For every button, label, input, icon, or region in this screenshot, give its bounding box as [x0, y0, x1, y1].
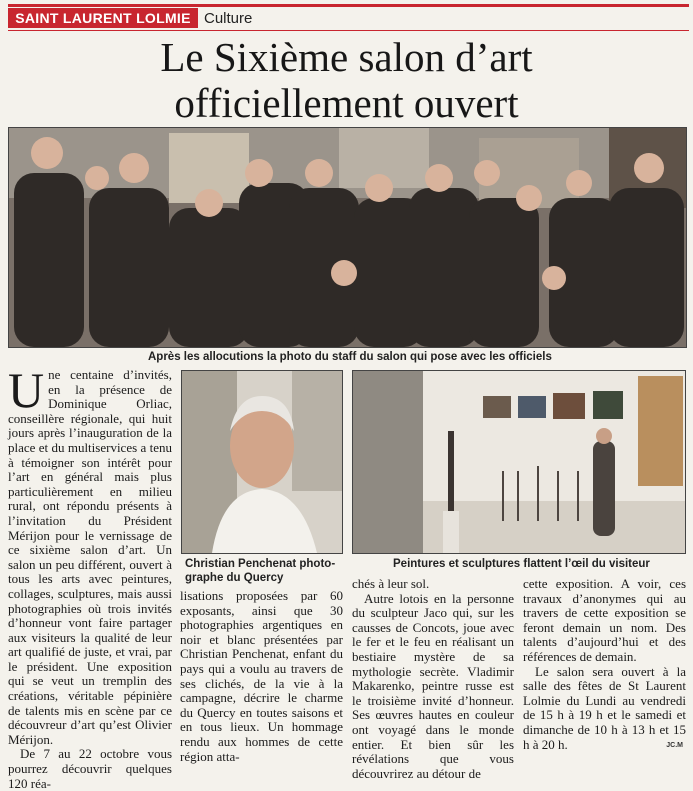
article-paragraph-3: Autre lotois en la personne du sculpteur Jaco qui, sur les causses de Concots, joue avec le fer et le feu en réalisant un bestiaire mystère de sa mythologie secrète. Vladimir Makarenko, peintre russe est le troisième invité d’honneur. Ses œuvres hautes en couleur ont voyagé dans le monde entier. Et bien sûr les révélations que vous découvrirez au détour de	[352, 590, 514, 781]
group-photo	[8, 127, 687, 348]
gallery-photo	[352, 370, 686, 554]
portrait-caption-line-2: graphe du Quercy	[185, 572, 284, 584]
top-accent-rule	[8, 4, 689, 7]
gallery-caption: Peintures et sculptures flattent l’œil du visiteur	[393, 558, 650, 570]
portrait-caption	[185, 557, 345, 585]
article-column-4	[523, 577, 686, 752]
gallery-photo-image	[353, 371, 685, 553]
article-column-2	[180, 589, 343, 764]
article-column-1	[8, 362, 172, 791]
article-paragraph-2-cont: lisations proposées par 60 exposants, ainsi que 30 photographies argentiques en noir et blanc présentées par Christian Penchenat, enfant du pays qui a voulu au travers de ses clichés, de la vie à la campagne, décrire le charme du Quercy en toutes saisons et en tous lieux. Un hommage rendu aux hommes de cette région atta-	[180, 588, 343, 764]
author-credit: JC.M	[666, 742, 683, 749]
portrait-photo	[181, 370, 343, 554]
article-paragraph-1-text: ne centaine d’invités, en la présence de Dominique Orliac, conseillère régionale, qui huit jours après l’inauguration de la place et du multiservices a tenu à témoigner son intérêt pour l’art en général mais plus particulièrement en milieu rural, ont répondu présents à l’invitation du Président Mérijon pour le vernissage de ce sixième salon d’art. Un salon un peu différent, ouvert à tous les arts avec peintures, collages, sculptures, mais aussi photographies où trois invités d’honneur vont faire partager aux visiteurs la qualité de leur art qualifié de juste, et vrai, par le président. Une exposition qui se veut un tremplin des créations, véritable pépinière de talents mis en scène par ce découvreur d’art qu’est Olivier Mérijon.	[8, 367, 172, 747]
article-column-3	[352, 577, 514, 781]
portrait-photo-image	[182, 371, 342, 553]
group-photo-image	[9, 128, 686, 347]
portrait-caption-line-1: Christian Penchenat photo-	[185, 558, 336, 570]
article-paragraph-3-cont: cette exposition. A voir, ces travaux d’anonymes qui au travers de cette exposition se feront demain un nom. Des talents d’aujourd’hui et des références de demain.	[523, 576, 686, 664]
group-photo-caption: Après les allocutions la photo du staff du salon qui pose avec les officiels	[148, 351, 552, 363]
rubric-rule	[8, 30, 689, 31]
article-paragraph-1	[8, 362, 172, 747]
article-paragraph-2-end: chés à leur sol.	[352, 576, 430, 591]
article-paragraph-4: Le salon sera ouvert à la salle des fêtes de St Laurent Lolmie du Lundi au vendredi de 15 h à 19 h et le samedi et dimanche de 10 h à 13 h et 15 h à 20 h.	[523, 663, 686, 752]
rubric-label: Culture	[204, 10, 253, 27]
headline-line-1: Le Sixième salon d’art	[160, 34, 533, 80]
article-paragraph-2-start: De 7 au 22 octobre vous pourrez découvrir quelques 120 réa-	[8, 746, 172, 791]
drop-cap: U	[8, 362, 45, 418]
headline-line-2: officiellement ouvert	[174, 80, 519, 126]
section-tag: SAINT LAURENT LOLMIE	[8, 8, 198, 28]
headline	[10, 34, 683, 126]
